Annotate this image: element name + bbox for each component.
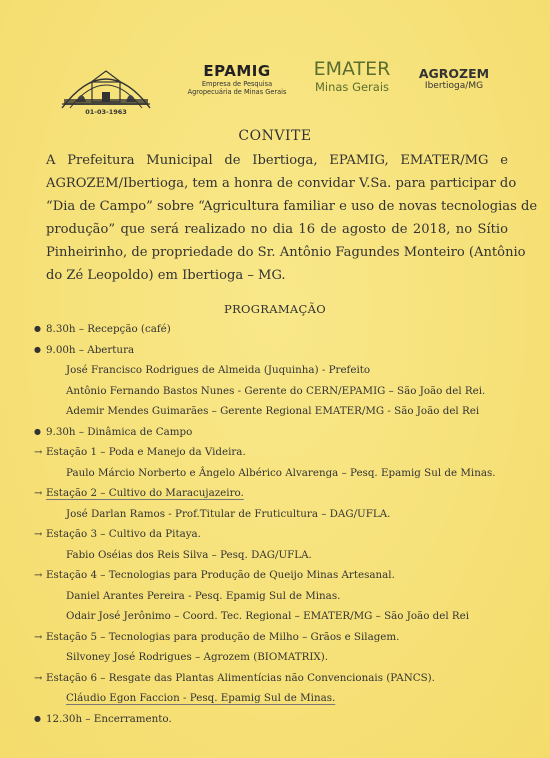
intro-line: AGROZEM/Ibertioga, tem a honra de convidar V.Sa. para participar do [46, 176, 517, 191]
schedule-text: Odair José Jerônimo – Coord. Tec. Regional – EMATER/MG – São João del Rei [66, 610, 470, 622]
schedule-row [34, 319, 504, 340]
epamig-logo [182, 62, 292, 96]
schedule-row [34, 545, 504, 566]
schedule-row [34, 627, 504, 648]
programacao-title: PROGRAMAÇÃO [224, 302, 326, 316]
intro-line: A Prefeitura Municipal de Ibertioga, EPAMIG, EMATER/MG e [46, 153, 508, 168]
invitation-body [46, 149, 538, 287]
bullet-dot-icon: ● [34, 713, 41, 723]
schedule-row [34, 606, 504, 627]
intro-line: do Zé Leopoldo) em Ibertioga – MG. [46, 268, 286, 283]
schedule-text: Cláudio Egon Faccion - Pesq. Epamig Sul de Minas. [66, 692, 336, 704]
arrow-right-icon: → [34, 672, 43, 684]
epamig-subtitle-2: Agropecuária de Minas Gerais [187, 88, 287, 96]
schedule-text: Paulo Márcio Norberto e Ângelo Albérico Alvarenga – Pesq. Epamig Sul de Minas. [66, 466, 496, 479]
arrow-right-icon: → [34, 488, 43, 499]
schedule-row [34, 360, 504, 381]
header-logos [0, 48, 550, 118]
emater-logo [307, 58, 397, 94]
schedule-text: Ademir Mendes Guimarães – Gerente Regional EMATER/MG - São João del Rei [66, 405, 480, 417]
schedule-row [34, 401, 504, 422]
schedule-text: José Darlan Ramos - Prof.Titular de Fruticultura – DAG/UFLA. [66, 507, 391, 520]
schedule-text: Estação 4 – Tecnologias para Produção de Queijo Minas Artesanal. [46, 569, 395, 581]
schedule-text: 12.30h – Encerramento. [46, 712, 172, 725]
agrozem-subtitle: Ibertioga/MG [424, 81, 484, 91]
agrozem-logo [414, 66, 494, 91]
arrow-right-icon: → [34, 529, 43, 540]
schedule-row [34, 647, 504, 668]
schedule-text: José Francisco Rodrigues de Almeida (Juquinha) - Prefeito [66, 364, 371, 376]
schedule-row [34, 586, 504, 607]
ibertioga-seal-logo [56, 58, 156, 114]
schedule-row [34, 504, 504, 525]
schedule-row [34, 340, 504, 361]
schedule-row [34, 524, 504, 545]
seal-emblem-icon [56, 58, 156, 114]
epamig-subtitle-1: Empresa de Pesquisa [201, 80, 273, 88]
schedule-text: Estação 6 – Resgate das Plantas Alimentícias não Convencionais (PANCS). [46, 671, 435, 684]
intro-line: Pinheirinho, de propriedade do Sr. Antônio Fagundes Monteiro (Antônio [46, 245, 526, 260]
schedule-row [34, 565, 504, 586]
arrow-right-icon: → [34, 447, 43, 458]
schedule-list [34, 319, 504, 729]
schedule-text: Estação 1 – Poda e Manejo da Videira. [46, 446, 246, 458]
intro-line: “Dia de Campo” sobre “Agricultura familiar e uso de novas tecnologias de [46, 199, 538, 214]
schedule-text: Silvoney José Rodrigues – Agrozem (BIOMATRIX). [66, 651, 329, 663]
emater-name: EMATER [313, 58, 391, 80]
emater-subtitle: Minas Gerais [314, 80, 390, 94]
schedule-text: Estação 2 – Cultivo do Maracujazeiro. [46, 487, 244, 499]
schedule-text: Antônio Fernando Bastos Nunes - Gerente do CERN/EPAMIG – São João del Rei. [66, 384, 486, 397]
invitation-title: CONVITE [238, 128, 312, 144]
schedule-row [34, 381, 504, 402]
schedule-text: 9.00h – Abertura [46, 343, 135, 356]
arrow-right-icon: → [34, 570, 43, 581]
bullet-dot-icon: ● [34, 344, 41, 354]
schedule-row [34, 422, 504, 443]
arrow-right-icon: → [34, 631, 43, 643]
epamig-name: EPAMIG [203, 62, 271, 80]
schedule-text: 9.30h – Dinâmica de Campo [46, 425, 193, 438]
schedule-row [34, 709, 504, 730]
bullet-dot-icon: ● [34, 426, 41, 436]
schedule-text: Estação 3 – Cultivo da Pitaya. [46, 528, 201, 540]
schedule-row [34, 483, 504, 504]
schedule-text: Estação 5 – Tecnologias para produção de Milho – Grãos e Silagem. [46, 630, 400, 643]
schedule-text: Daniel Arantes Pereira - Pesq. Epamig Sul de Minas. [66, 589, 341, 602]
agrozem-name: AGROZEM [418, 66, 490, 81]
schedule-row [34, 668, 504, 689]
bullet-dot-icon: ● [34, 324, 41, 333]
schedule-text: 8.30h – Recepção (café) [46, 323, 171, 335]
schedule-row [34, 442, 504, 463]
intro-line: produção” que será realizado no dia 16 de agosto de 2018, no Sítio [46, 222, 508, 237]
schedule-row [34, 688, 504, 709]
schedule-text: Fabio Oséias dos Reis Silva – Pesq. DAG/UFLA. [66, 548, 312, 561]
schedule-row [34, 463, 504, 484]
seal-date: 01-03-1963 [85, 108, 127, 116]
